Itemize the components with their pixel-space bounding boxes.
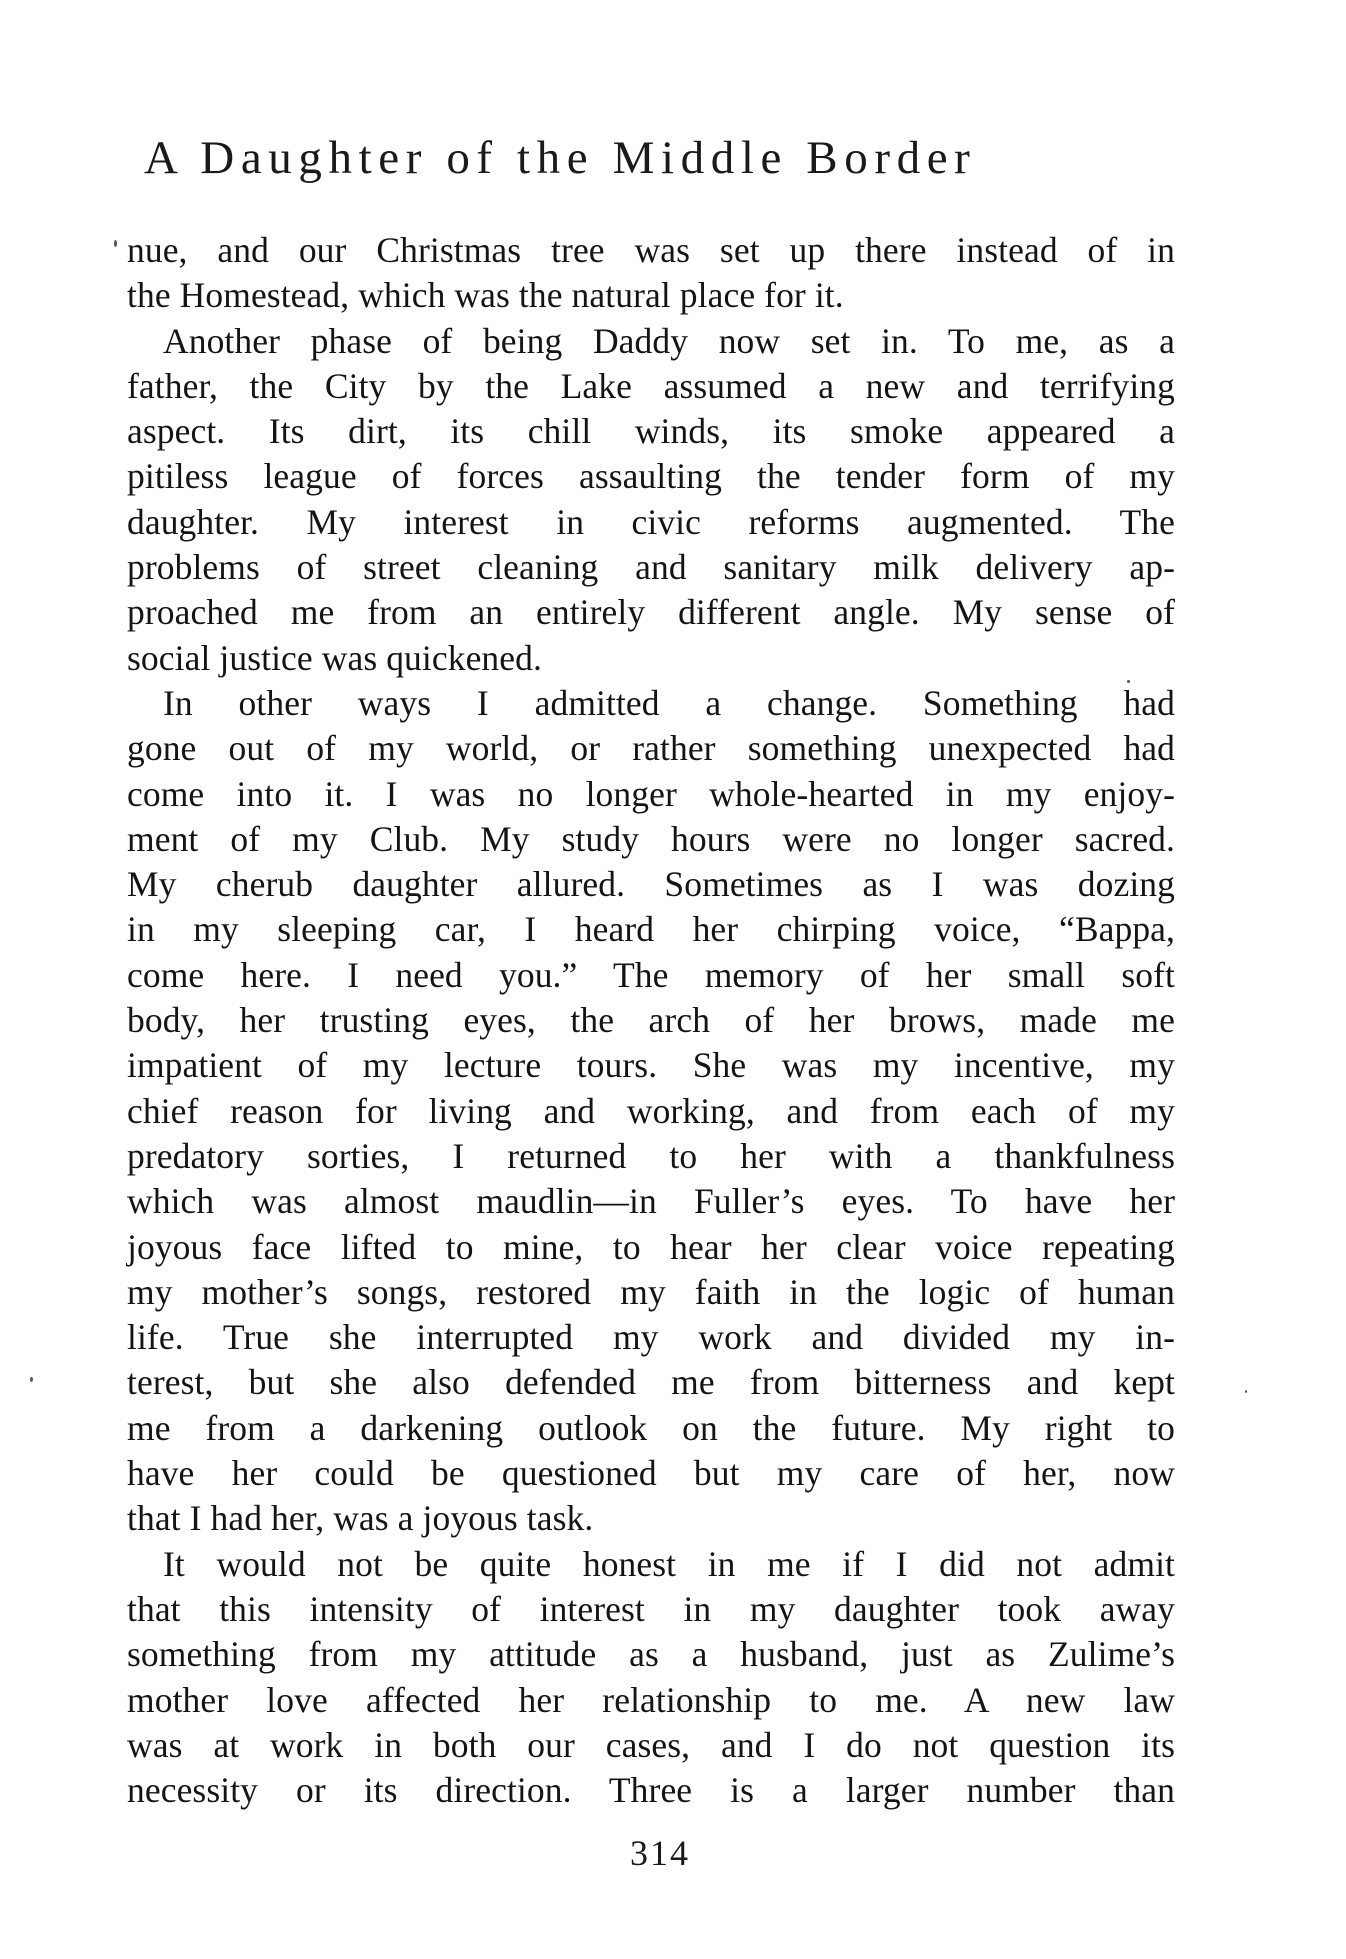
print-speck (114, 240, 117, 247)
text-line: social justice was quickened. (127, 637, 542, 678)
print-speck (1245, 1390, 1247, 1393)
text-line: impatient of my lecture tours. She was my incentive, my (127, 1045, 1175, 1086)
print-speck (1127, 680, 1130, 683)
page-number: 314 (630, 1833, 690, 1873)
text-line: In other ways I admitted a change. Something had (163, 682, 1175, 723)
text-line: have her could be questioned but my care of her, now (127, 1453, 1175, 1494)
text-line: aspect. Its dirt, its chill winds, its smoke appeared a (127, 411, 1175, 452)
text-line: body, her trusting eyes, the arch of her brows, made me (127, 1000, 1175, 1041)
text-line: Another phase of being Daddy now set in. To me, as a (163, 320, 1175, 361)
text-line: ment of my Club. My study hours were no longer sacred. (127, 818, 1175, 859)
text-line: something from my attitude as a husband, just as Zulime’s (127, 1634, 1175, 1675)
text-line: It would not be quite honest in me if I did not admit (163, 1543, 1175, 1584)
text-line: that I had her, was a joyous task. (127, 1498, 594, 1539)
text-line: me from a darkening outlook on the future. My right to (127, 1407, 1175, 1448)
text-line: the Homestead, which was the natural place for it. (127, 275, 844, 316)
running-head: A Daughter of the Middle Border (144, 132, 977, 184)
text-line: come here. I need you.” The memory of her small soft (127, 954, 1175, 995)
text-line: pitiless league of forces assaulting the tender form of my (127, 456, 1175, 497)
text-line: gone out of my world, or rather something unexpected had (127, 728, 1175, 769)
text-line: life. True she interrupted my work and divided my in- (127, 1317, 1175, 1358)
text-line: problems of street cleaning and sanitary milk delivery ap- (127, 547, 1175, 588)
text-line: joyous face lifted to mine, to hear her clear voice repeating (127, 1226, 1175, 1267)
text-line: that this intensity of interest in my daughter took away (127, 1588, 1175, 1629)
text-line: father, the City by the Lake assumed a new and terrifying (127, 365, 1175, 406)
text-line: mother love affected her relationship to me. A new law (127, 1679, 1175, 1720)
text-line: nue, and our Christmas tree was set up there instead of in (127, 230, 1175, 270)
text-line: my mother’s songs, restored my faith in the logic of human (127, 1271, 1175, 1312)
text-line: was at work in both our cases, and I do not question its (127, 1724, 1175, 1765)
text-line: chief reason for living and working, and from each of my (127, 1090, 1175, 1131)
text-line: which was almost maudlin—in Fuller’s eyes. To have her (127, 1181, 1175, 1222)
print-speck (30, 1377, 33, 1382)
text-line: terest, but she also defended me from bitterness and kept (127, 1362, 1175, 1403)
text-line: necessity or its direction. Three is a larger number than (127, 1770, 1175, 1811)
text-line: predatory sorties, I returned to her with a thankfulness (127, 1135, 1175, 1176)
text-line: My cherub daughter allured. Sometimes as I was dozing (127, 864, 1175, 905)
text-line: proached me from an entirely different angle. My sense of (127, 592, 1175, 633)
text-line: in my sleeping car, I heard her chirping voice, “Bappa, (127, 909, 1175, 950)
text-line: daughter. My interest in civic reforms augmented. The (127, 501, 1175, 542)
text-line: come into it. I was no longer whole-hearted in my enjoy- (127, 773, 1175, 814)
body-text (127, 228, 1175, 1813)
